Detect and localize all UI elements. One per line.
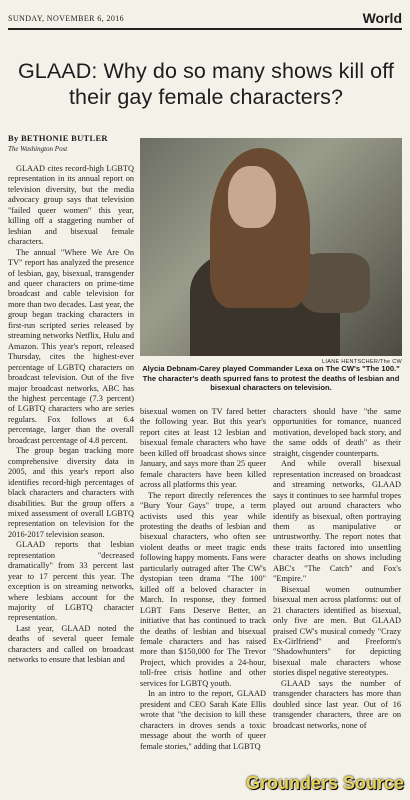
header-rule <box>8 28 402 30</box>
byline: By BETHONIE BUTLER <box>8 133 108 143</box>
paragraph: GLAAD cites record-high LGBTQ representation in its annual report on television diversity, but the media advocacy group says that television "failed queer women" this year, killing off a staggering number of lesbian and bisexual female characters. <box>8 164 134 247</box>
article-column-1 <box>8 164 134 666</box>
paragraph: The report directly references the "Bury Your Gays" trope, a term activists used this year while protesting the deaths of lesbian and bisexual characters, who often see violent deaths or meet tragic ends following happy moments. Fans were particularly outraged after The CW's dystopian teen drama "The 100" killed off a beloved character in March. In response, they formed LGBT Fans Deserve Better, an initiative that has continued to track the deaths of lesbian and bisexual female characters and has raised more than $150,000 for The Trevor Project, which provides a 24-hour, toll-free crisis hotline and other services for LGBTQ youth. <box>140 490 266 688</box>
section-label: World <box>362 10 402 26</box>
watermark: Grounders Source <box>245 773 404 793</box>
paragraph: The annual "Where We Are On TV" report has analyzed the presence of lesbian, gay, bisexual, transgender and queer characters on prime-time broadcast and cable television for more than two decades. Last year, the group began tracking characters in first-run scripted series released by streaming networks Netflix, Hulu and Amazon. This year's report, released Thursday, cites the highest-ever percentage of LGBTQ characters on broadcast television. Out of the five major broadcast networks, ABC has the highest percentage (7.3 percent) of LGBTQ characters who are series regulars. Fox follows at 6.4 percentage, larger than the overall broadcast percentage of 4.8 percent. <box>8 247 134 445</box>
paragraph: characters should have "the same opportunities for romance, nuanced motivation, developed back story, and the same odds of death" as their straight, cisgender counterparts. <box>273 407 401 458</box>
paragraph: GLAAD reports that lesbian representation "decreased dramatically" from 33 percent last year to 17 percent this year. The exception is on streaming networks, where lesbians account for the majority of LGBTQ character representation. <box>8 540 134 623</box>
source-line: The Washington Post <box>8 145 68 153</box>
paragraph: GLAAD says the number of transgender characters has more than doubled since last year. Out of 16 transgender characters, three are on broadcast networks, none of <box>273 678 401 730</box>
paragraph: Last year, GLAAD noted the deaths of several queer female characters and called on broadcast networks to ensure that lesbian and <box>8 623 134 665</box>
article-column-2 <box>140 407 266 752</box>
photo-caption: Alycia Debnam-Carey played Commander Lexa on The CW's "The 100." The character's death spurred fans to protest the deaths of lesbian and bisexual characters on television. <box>142 364 400 393</box>
paragraph: bisexual women on TV fared better the following year. But this year's report cites at least 12 lesbian and bisexual female characters who have been killed off broadcast shows since January, and says more than 25 queer female characters have been killed across all platforms this year. <box>140 407 266 490</box>
photo-figure-armor <box>300 253 370 313</box>
article-photo <box>140 138 402 356</box>
article-column-3 <box>273 407 401 731</box>
dateline: SUNDAY, NOVEMBER 6, 2016 <box>8 14 125 23</box>
paragraph: The group began tracking more comprehensive diversity data in 2005, and this year's report also identifies record-high percentages of black characters and characters with disabilities. But the group offers a mixed assessment of overall LGBTQ representation on television for the 2016-2017 television season. <box>8 446 134 539</box>
paragraph: And while overall bisexual representation increased on broadcast and streaming networks, GLAAD says it continues to see harmful tropes played out around characters who identify as bisexual, often portraying them as manipulative or untrustworthy. The report notes that these traits factored into unsettling character deaths on shows including ABC's "The Catch" and Fox's "Empire." <box>273 459 401 584</box>
photo-figure-face <box>228 166 276 228</box>
paragraph: In an intro to the report, GLAAD president and CEO Sarah Kate Ellis wrote that "the decision to kill these characters in droves sends a toxic message about the worth of queer female stories," adding that LGBTQ <box>140 689 266 751</box>
paragraph: Bisexual women outnumber bisexual men across platforms: out of 21 characters identified as bisexual, only five are men. But GLAAD praised CW's musical comedy "Crazy Ex-Girlfriend" and Freeform's "Shadowhunters" for depicting bisexual male characters whose stories dispel negative stereotypes. <box>273 584 401 678</box>
photo-credit: LIANE HENTSCHER/The CW <box>322 359 402 365</box>
headline: GLAAD: Why do so many shows kill off their gay female characters? <box>17 59 394 109</box>
